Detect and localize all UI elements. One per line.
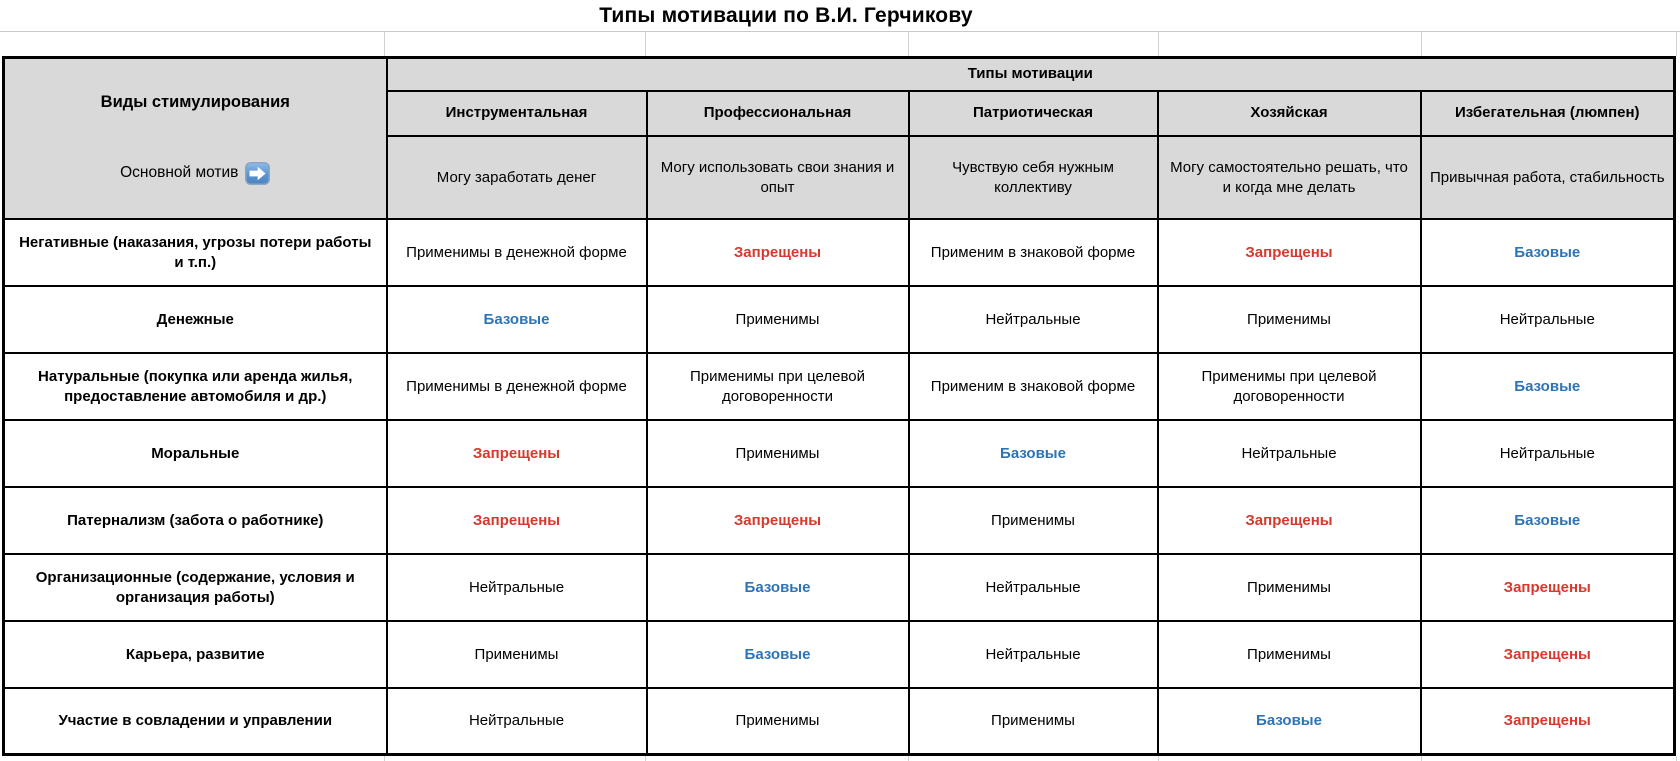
table-cell: Применимы — [387, 621, 647, 688]
motivation-type-header: Инструментальная — [387, 91, 647, 137]
table-cell: Применим в знаковой форме — [909, 219, 1158, 286]
table-cell: Применимы в денежной форме — [387, 219, 647, 286]
grid-line — [0, 756, 385, 761]
right-arrow-icon — [245, 162, 270, 185]
motivation-type-header: Избегательная (люмпен) — [1421, 91, 1675, 137]
table-cell: Запрещены — [1158, 219, 1421, 286]
table-cell: Запрещены — [387, 420, 647, 487]
row-header: Организационные (содержание, условия и организация работы) — [4, 554, 387, 621]
grid-line — [1159, 756, 1422, 761]
group-header: Типы мотивации — [387, 58, 1675, 91]
motivation-type-motive: Чувствую себя нужным коллективу — [909, 136, 1158, 219]
table-cell: Применимы при целевой договоренности — [1158, 353, 1421, 420]
table-cell: Запрещены — [1421, 554, 1675, 621]
table-cell: Нейтральные — [909, 621, 1158, 688]
table-cell: Применим в знаковой форме — [909, 353, 1158, 420]
table-cell: Применимы — [1158, 621, 1421, 688]
table-cell: Базовые — [1421, 487, 1675, 554]
motivation-type-motive: Могу заработать денег — [387, 136, 647, 219]
bottom-grid-stub — [0, 756, 1680, 761]
motivation-table — [2, 56, 1676, 756]
table-cell: Базовые — [647, 554, 909, 621]
page-title: Типы мотивации по В.И. Герчикову — [599, 3, 973, 27]
motivation-type-motive: Могу использовать свои знания и опыт — [647, 136, 909, 219]
table-row — [4, 487, 1675, 554]
row-header: Натуральные (покупка или аренда жилья, предоставление автомобиля и др.) — [4, 353, 387, 420]
grid-line — [385, 756, 646, 761]
table-cell: Нейтральные — [387, 554, 647, 621]
table-cell: Применимы — [1158, 286, 1421, 353]
table-row — [4, 621, 1675, 688]
grid-line — [909, 32, 1159, 56]
title-row — [0, 0, 1680, 32]
table-cell: Применимы — [909, 688, 1158, 754]
table-row — [4, 353, 1675, 420]
table-row — [4, 219, 1675, 286]
table-cell: Применимы в денежной форме — [387, 353, 647, 420]
table-cell: Нейтральные — [909, 554, 1158, 621]
table-cell: Нейтральные — [387, 688, 647, 754]
table-cell: Запрещены — [647, 219, 909, 286]
grid-line — [385, 32, 646, 56]
grid-line — [909, 756, 1159, 761]
table-cell: Базовые — [387, 286, 647, 353]
table-cell: Базовые — [1421, 353, 1675, 420]
grid-line — [1159, 32, 1422, 56]
stimulus-kinds-header: Виды стимулирования — [100, 93, 290, 112]
row-header: Моральные — [4, 420, 387, 487]
grid-line — [1422, 756, 1677, 761]
table-cell: Применимы — [647, 420, 909, 487]
table-cell: Нейтральные — [1421, 420, 1675, 487]
table-cell: Нейтральные — [1158, 420, 1421, 487]
table-row — [4, 554, 1675, 621]
motivation-type-motive: Привычная работа, стабильность — [1421, 136, 1675, 219]
row-header: Негативные (наказания, угрозы потери работы и т.п.) — [4, 219, 387, 286]
main-motive-label: Основной мотив — [120, 164, 239, 182]
row-header: Патернализм (забота о работнике) — [4, 487, 387, 554]
corner-header-cell — [4, 58, 387, 220]
table-cell: Запрещены — [387, 487, 647, 554]
table-row — [4, 688, 1675, 754]
grid-line — [646, 32, 909, 56]
table-cell: Базовые — [1421, 219, 1675, 286]
table-cell: Запрещены — [647, 487, 909, 554]
table-cell: Применимы — [647, 286, 909, 353]
grid-line — [0, 32, 385, 56]
row-header: Участие в совладении и управлении — [4, 688, 387, 754]
table-cell: Применимы — [909, 487, 1158, 554]
motivation-type-header: Патриотическая — [909, 91, 1158, 137]
table-cell: Применимы — [647, 688, 909, 754]
motivation-type-motive: Могу самостоятельно решать, что и когда мне делать — [1158, 136, 1421, 219]
empty-grid-row — [0, 32, 1680, 56]
row-header: Карьера, развитие — [4, 621, 387, 688]
motivation-type-header: Профессиональная — [647, 91, 909, 137]
table-cell: Базовые — [1158, 688, 1421, 754]
table-cell: Нейтральные — [909, 286, 1158, 353]
table-cell: Нейтральные — [1421, 286, 1675, 353]
table-cell: Запрещены — [1421, 621, 1675, 688]
table-cell: Запрещены — [1158, 487, 1421, 554]
motivation-type-header: Хозяйская — [1158, 91, 1421, 137]
grid-line — [646, 756, 909, 761]
table-cell: Базовые — [909, 420, 1158, 487]
table-cell: Применимы при целевой договоренности — [647, 353, 909, 420]
row-header: Денежные — [4, 286, 387, 353]
table-cell: Запрещены — [1421, 688, 1675, 754]
table-cell: Применимы — [1158, 554, 1421, 621]
table-row — [4, 420, 1675, 487]
grid-line — [1422, 32, 1677, 56]
table-row — [4, 286, 1675, 353]
table-cell: Базовые — [647, 621, 909, 688]
